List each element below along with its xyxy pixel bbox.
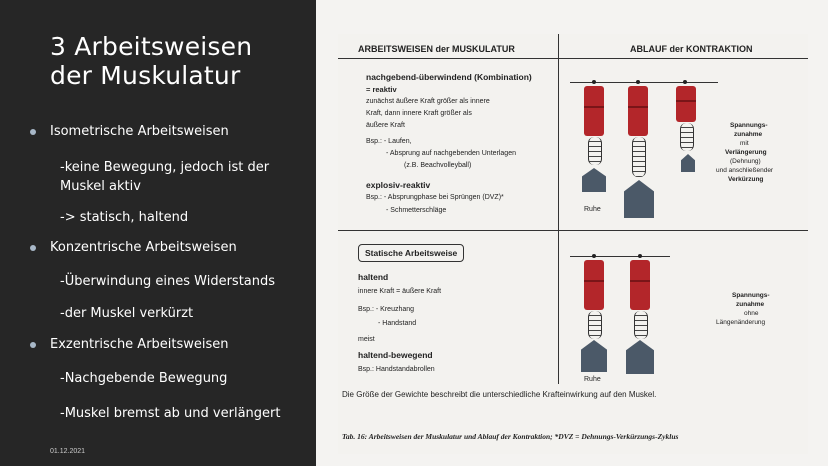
base-3 — [681, 154, 695, 172]
title-line-2: der Muskulatur — [50, 61, 241, 90]
bullet-concentric: Konzentrische Arbeitsweisen — [50, 240, 237, 255]
top-ruhe-label: Ruhe — [584, 206, 601, 213]
top-side-1: zunahme — [734, 131, 763, 138]
explosive-line-1: - Schmetterschläge — [386, 207, 447, 214]
weight-5 — [630, 260, 650, 310]
weight-3 — [676, 86, 696, 122]
spring-1 — [588, 137, 602, 165]
slide-title — [50, 32, 252, 90]
hook — [683, 80, 687, 84]
top-line-3: äußere Kraft — [366, 122, 405, 129]
spring-5 — [634, 311, 648, 339]
section-rule — [338, 230, 808, 231]
top-line-2: Kraft, dann innere Kraft größer als — [366, 110, 472, 117]
caption-main: Die Größe der Gewichte beschreibt die unterschiedliche Krafteinwirkung auf den Muskel. — [342, 390, 657, 399]
sub-isometric-2: Muskel aktiv — [60, 179, 141, 194]
haltend-bewegend-title: haltend-bewegend — [358, 350, 433, 360]
sub-concentric-2: -der Muskel verkürzt — [60, 306, 194, 321]
spring-3 — [680, 123, 694, 151]
top-side-0: Spannungs- — [730, 122, 768, 129]
explosive-title: explosiv-reaktiv — [366, 180, 431, 190]
haltend-title: haltend — [358, 272, 389, 282]
sub-isometric-3: -> statisch, haltend — [60, 210, 189, 225]
base-1 — [582, 168, 606, 192]
top-line-4: Bsp.: - Laufen, — [366, 138, 412, 145]
base-4 — [581, 340, 607, 372]
sub-concentric-1: -Überwindung eines Widerstands — [60, 274, 276, 289]
weight-2 — [628, 86, 648, 136]
bottom-line-1: Bsp.: - Kreuzhang — [358, 306, 415, 313]
hook — [592, 254, 596, 258]
static-box: Statische Arbeitsweise — [358, 244, 464, 262]
bottom-side-1: zunahme — [736, 301, 765, 308]
scanned-figure — [338, 34, 808, 454]
bottom-side-0: Spannungs- — [732, 292, 770, 299]
spring-4 — [588, 311, 602, 339]
hook — [636, 80, 640, 84]
top-title: nachgebend-überwindend (Kombination) — [366, 72, 532, 82]
column-divider — [558, 34, 559, 384]
bottom-side-2: ohne — [744, 310, 759, 317]
top-side-4: (Dehnung) — [730, 158, 761, 165]
bottom-bsp2: Bsp.: Handstandabrollen — [358, 366, 435, 373]
header-right: ABLAUF der KONTRAKTION — [630, 44, 753, 54]
sub-eccentric-1: -Nachgebende Bewegung — [60, 371, 228, 386]
base-2 — [624, 180, 654, 218]
top-line-5: - Absprung auf nachgebenden Unterlagen — [386, 150, 516, 157]
explosive-line-0: Bsp.: - Absprungphase bei Sprüngen (DVZ)* — [366, 194, 504, 201]
header-rule — [338, 58, 808, 59]
bottom-side-3: Längenänderung — [716, 319, 766, 326]
top-line-1: zunächst äußere Kraft größer als innere — [366, 98, 490, 105]
top-side-2: mit — [740, 140, 749, 147]
slide-date: 01.12.2021 — [50, 448, 86, 455]
hook — [638, 254, 642, 258]
weight-1 — [584, 86, 604, 136]
base-5 — [626, 340, 654, 374]
sub-isometric-1: -keine Bewegung, jedoch ist der — [60, 160, 270, 175]
bottom-line-0: innere Kraft = äußere Kraft — [358, 288, 442, 295]
top-side-6: Verkürzung — [728, 176, 764, 183]
spring-2 — [632, 137, 646, 177]
header-left: ARBEITSWEISEN der MUSKULATUR — [358, 44, 515, 54]
bottom-ruhe-label: Ruhe — [584, 376, 601, 383]
bullet-eccentric: Exzentrische Arbeitsweisen — [50, 337, 229, 352]
bullet-isometric: Isometrische Arbeitsweisen — [50, 124, 229, 139]
top-side-5: und anschließender — [716, 167, 774, 174]
sub-eccentric-2: -Muskel bremst ab und verlängert — [60, 406, 281, 421]
top-line-0: = reaktiv — [366, 85, 397, 94]
caption-table: Tab. 16: Arbeitsweisen der Muskulatur und Ablauf der Kontraktion; *DVZ = Dehnungs-Verkürzungs-Zyklus — [342, 432, 679, 441]
weight-4 — [584, 260, 604, 310]
top-side-3: Verlängerung — [725, 149, 767, 156]
bottom-bar — [570, 256, 670, 257]
left-panel — [0, 0, 316, 466]
bottom-line-3: meist — [358, 336, 375, 343]
title-line-1: 3 Arbeitsweisen — [50, 32, 253, 61]
bottom-line-2: - Handstand — [378, 320, 417, 327]
hook — [592, 80, 596, 84]
top-line-6: (z.B. Beachvolleyball) — [404, 162, 472, 169]
